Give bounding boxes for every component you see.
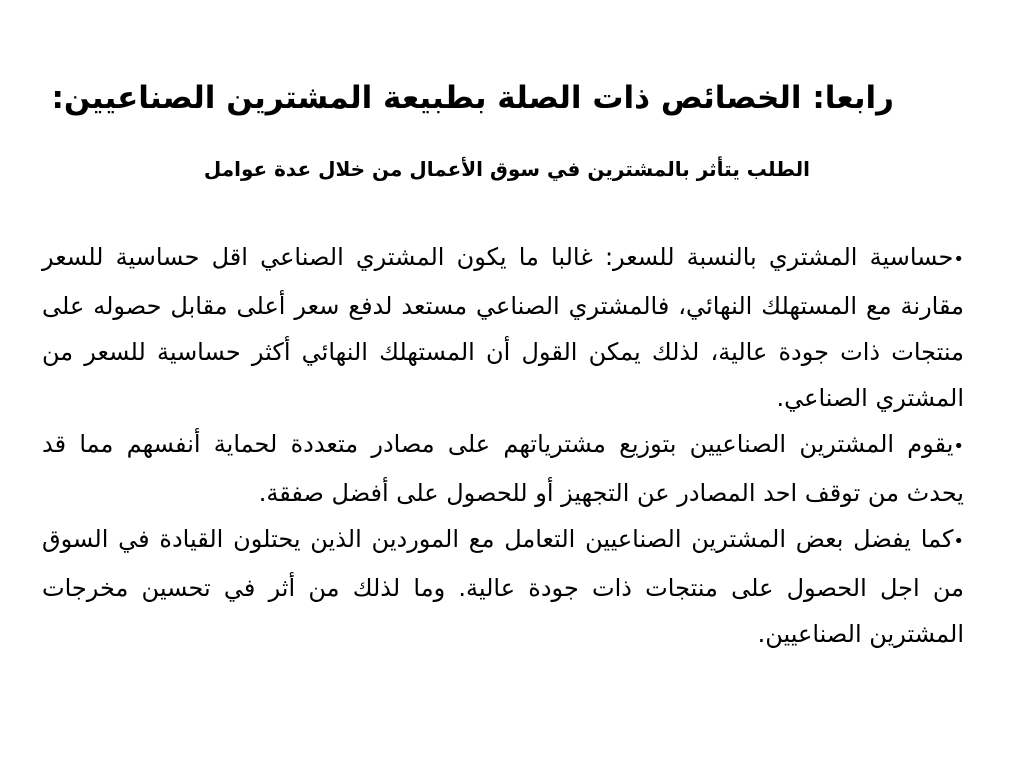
bullet-icon: • <box>953 249 964 270</box>
paragraph-text: كما يفضل بعض المشترين الصناعيين التعامل مع الموردين الذين يحتلون القيادة في السوق من اجل الحصول على منتجات ذات جودة عالية. وما لذلك من أثر في تحسين مخرجات المشترين الصناعيين. <box>42 525 964 648</box>
bullet-paragraph-price-sensitivity <box>42 234 964 421</box>
paragraph-text: يقوم المشترين الصناعيين بتوزيع مشترياتهم على مصادر متعددة لحماية أنفسهم مما قد يحدث من توقف احد المصادر عن التجهيز أو للحصول على أفضل صفقة. <box>42 430 964 507</box>
paragraph-text: غالبا ما يكون المشتري الصناعي اقل حساسية للسعر مقارنة مع المستهلك النهائي، فالمشتري الصناعي مستعد لدفع سعر أعلى مقابل حصوله على منتجات ذات جودة عالية، لذلك يمكن القول أن المستهلك النهائي أكثر حساسية للسعر من المشتري الصناعي. <box>42 243 964 412</box>
slide-body <box>42 234 964 657</box>
slide-subtitle: الطلب يتأثر بالمشترين في سوق الأعمال من خلال عدة عوامل <box>203 157 810 181</box>
bullet-icon: • <box>953 531 964 552</box>
bullet-paragraph-supplier-distribution <box>42 421 964 516</box>
bullet-icon: • <box>953 436 964 457</box>
bullet-paragraph-market-leaders <box>42 516 964 657</box>
slide-title: رابعا: الخصائص ذات الصلة بطبيعة المشترين الصناعيين: <box>51 80 894 116</box>
paragraph-lead: حساسية المشتري بالنسبة للسعر: <box>604 243 954 271</box>
